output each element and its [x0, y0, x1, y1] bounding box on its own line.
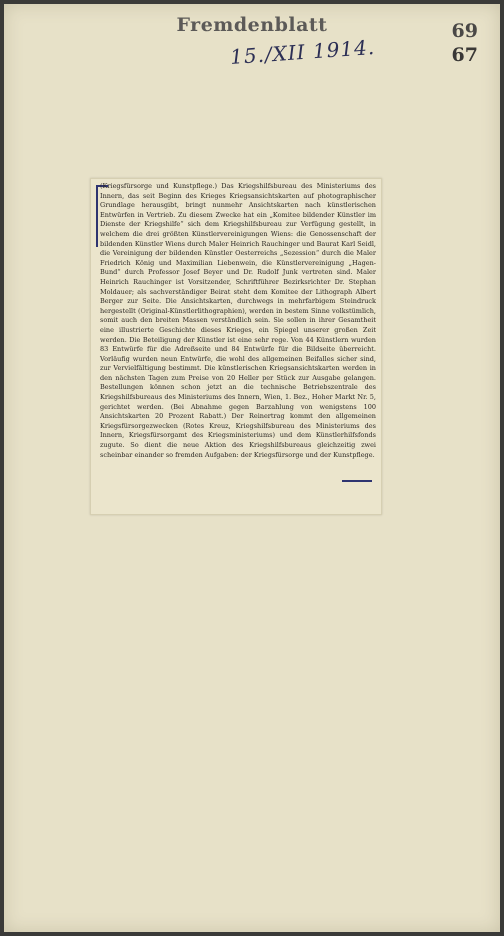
- page-number-primary: 69: [451, 20, 478, 42]
- handwritten-date: 15./XII 1914.: [229, 34, 376, 70]
- article-paragraph: (Kriegsfürsorge und Kunstpflege.) Das Kriegshilfsbureau des Ministeriums des Innern, das seit Beginn des Krieges Kriegsansichtskarten auf photographischer Grundlage herausgibt, bringt nunmehr Ansichtskarten nach künstlerischen Entwürfen in Vertrieb. Zu diesem Zwecke hat ein „Komitee bildender Künstler im Dienste der Kriegshilfe“ sich dem Kriegshilfsbureau zur Verfügung gestellt, in welchem die drei größten Künstlervereinigungen Wiens: die Genossenschaft der bildenden Künstler Wiens durch Maler Heinrich Rauchinger und Baurat Karl Seidl, die Vereinigung der bildenden Künstler Oesterreichs „Sezession“ durch die Maler Friedrich König und Maximilian Liebenwein, die Künstlervereinigung „Hagen-Bund“ durch Professor Josef Beyer und Dr. Rudolf Junk vertreten sind. Maler Heinrich Rauchinger ist Vorsitzender, Schriftführer Bezirksrichter Dr. Stephan Moldauer; als sachverständiger Beirat steht dem Komitee der Lithograph Albert Berger zur Seite. Die Ansichtskarten, durchwegs in mehrfarbigem Steindruck hergestellt (Original-Künstlerlithographien), werden in bestem Sinne volkstümlich, somit auch den breiten Massen verständlich sein. Sie sollen in ihrer Gesamtheit eine illustrierte Geschichte dieses Krieges, ein Spiegel unserer großen Zeit werden. Die Beteiligung der Künstler ist eine sehr rege. Von 44 Künstlern wurden 83 Entwürfe für die Adreßseite und 84 Entwürfe für die Bildseite überreicht. Vorläufig wurden neun Entwürfe, die wohl des allgemeinen Beifalles sicher sind, zur Vervielfältigung bestimmt. Die künstlerischen Kriegsansichtskarten werden in den nächsten Tagen zum Preise von 20 Heller per Stück zur Ausgabe gelangen. Bestellungen können schon jetzt an die technische Betriebszentrale des Kriegshilfsbureaus des Ministeriums des Innern, Wien, 1. Bez., Hoher Markt Nr. 5, gerichtet werden. (Bei Abnahme gegen Barzahlung von wenigstens 100 Ansichtskarten 20 Prozent Rabatt.) Der Reinertrag kommt den allgemeinen Kriegsfürsorgezwecken (Rotes Kreuz, Kriegshilfsbureau des Ministeriums des Innern, Kriegsfürsorgamt des Kriegsministeriums) und dem Künstlerhilfsfonds zugute. So dient die neue Aktion des Kriegshilfsbureaus gleichzeitig zwei scheinbar einander so fremden Aufgaben: der Kriegsfürsorge und der Kunstpflege.: [100, 182, 376, 459]
- article-body: [100, 182, 376, 460]
- page-number-secondary: 67: [451, 44, 478, 66]
- newspaper-masthead: Fremdenblatt: [176, 14, 328, 36]
- pencil-underline-mark: [342, 480, 372, 482]
